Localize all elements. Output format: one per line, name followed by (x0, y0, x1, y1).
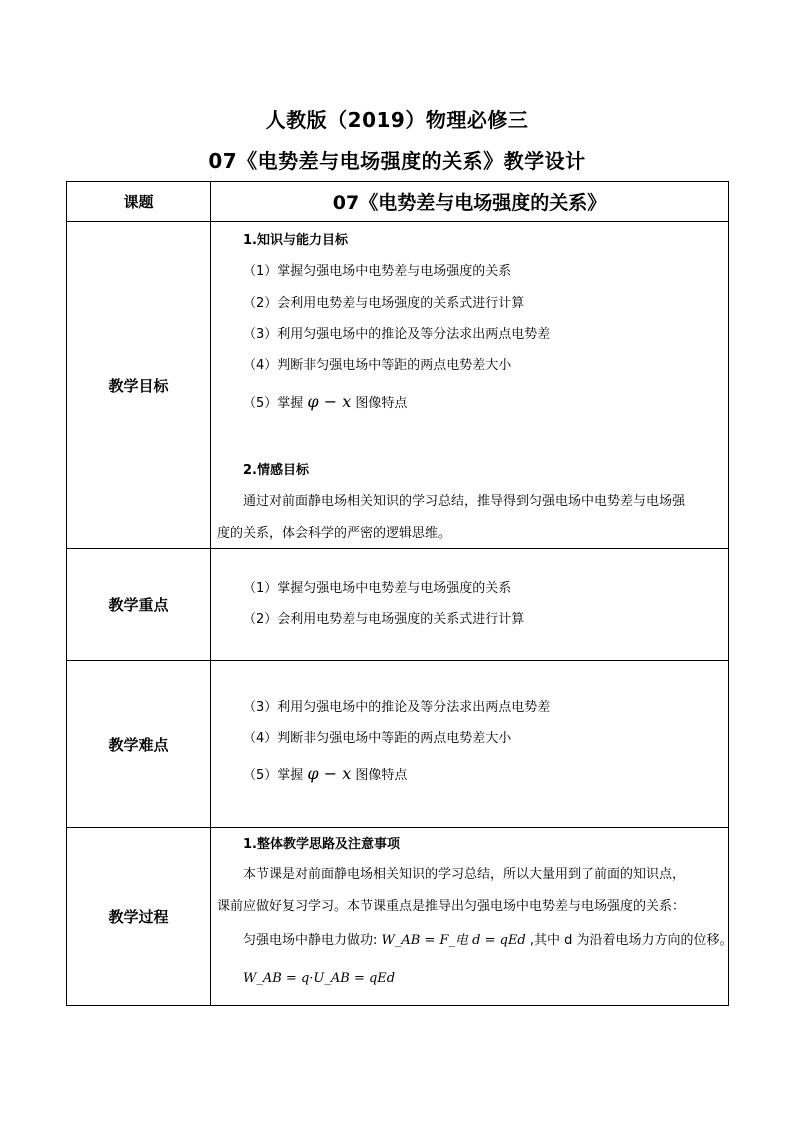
process-row (67, 828, 733, 1005)
difficult-item-3-tail: 图像特点 (355, 768, 408, 783)
work-formula: W_AB = F_电 d = qEd (381, 933, 526, 948)
goals-cell (211, 222, 728, 548)
difficult-item-1: （3）利用匀强电场中的推论及等分法求出两点电势差 (243, 700, 551, 715)
key-item-2: （2）会利用电势差与电场强度的关系式进行计算 (243, 612, 525, 627)
goals-heading-knowledge: 1.知识与能力目标 (243, 233, 348, 248)
goal-item-5 (243, 393, 407, 413)
process-paragraph-line1: 本节课是对前面静电场相关知识的学习总结，所以大量用到了前面的知识点， (243, 867, 686, 882)
goals-label: 教学目标 (67, 222, 211, 548)
key-points-row (67, 549, 728, 661)
topic-label: 课题 (67, 182, 211, 221)
goal-item-5-math: φ − x (307, 392, 352, 411)
goals-paragraph-line2: 度的关系，体会科学的严密的逻辑思维。 (217, 526, 452, 541)
key-points-label: 教学重点 (67, 549, 211, 660)
difficult-item-2: （4）判断非匀强电场中等距的两点电势差大小 (243, 731, 512, 746)
goal-item-5-text: （5）掌握 (243, 396, 304, 411)
difficult-item-3-text: （5）掌握 (243, 768, 304, 783)
process-line3-prefix: 匀强电场中静电力做功: (243, 933, 378, 948)
document-title: 人教版（2019）物理必修三 (265, 108, 529, 132)
goals-paragraph-line1: 通过对前面静电场相关知识的学习总结，推导得到匀强电场中电势差与电场强 (243, 494, 686, 509)
key-item-1: （1）掌握匀强电场中电势差与电场强度的关系 (243, 581, 512, 596)
difficult-points-row (67, 661, 728, 828)
process-cell (211, 828, 733, 1005)
process-line3-suffix: ,其中 d 为沿着电场力方向的位移。 (529, 933, 733, 948)
goal-item-4: （4）判断非匀强电场中等距的两点电势差大小 (243, 358, 512, 373)
difficult-item-3 (243, 765, 407, 785)
goals-heading-emotion: 2.情感目标 (243, 463, 309, 478)
topic-cell (211, 182, 728, 221)
goals-row (67, 222, 728, 549)
difficult-points-label: 教学难点 (67, 661, 211, 827)
topic-value: 07《电势差与电场强度的关系》 (332, 192, 607, 214)
potential-formula: W_AB = q·U_AB = qEd (243, 971, 396, 986)
document-subtitle: 07《电势差与电场强度的关系》教学设计 (208, 149, 586, 173)
topic-row (67, 182, 728, 222)
process-heading: 1.整体教学思路及注意事项 (243, 837, 400, 852)
goal-item-2: （2）会利用电势差与电场强度的关系式进行计算 (243, 296, 525, 311)
difficult-item-3-math: φ − x (307, 764, 352, 783)
goal-item-5-tail: 图像特点 (355, 396, 408, 411)
process-paragraph-line3 (243, 932, 733, 950)
goal-item-3: （3）利用匀强电场中的推论及等分法求出两点电势差 (243, 327, 551, 342)
process-paragraph-line2: 课前应做好复习学习。本节课重点是推导出匀强电场中电势差与电场强度的关系： (217, 899, 686, 914)
process-label: 教学过程 (67, 828, 211, 1005)
lesson-plan-table (66, 181, 733, 1006)
difficult-points-cell (211, 661, 728, 827)
key-points-cell (211, 549, 728, 660)
goal-item-1: （1）掌握匀强电场中电势差与电场强度的关系 (243, 264, 512, 279)
